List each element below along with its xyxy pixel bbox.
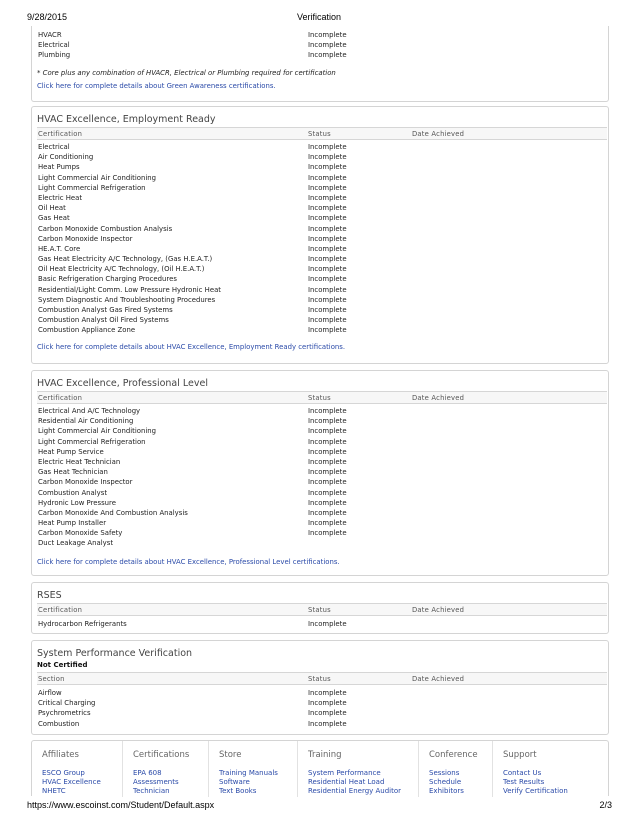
certification-status: Incomplete [308, 285, 347, 294]
table-row [37, 416, 607, 426]
table-header [37, 127, 607, 140]
table-row [37, 30, 607, 40]
table-row [37, 437, 607, 447]
green-awareness-panel [31, 26, 609, 102]
column-header: Section [38, 675, 65, 683]
spv-table [37, 672, 607, 729]
footer-column-certifications [122, 741, 208, 797]
certification-status: Incomplete [308, 508, 347, 517]
table-row [37, 173, 607, 183]
certification-status: Incomplete [308, 31, 347, 39]
table-row [37, 254, 607, 264]
table-row [37, 426, 607, 436]
column-header: Status [308, 394, 331, 402]
certification-name: Oil Heat [38, 204, 66, 213]
table-row [37, 477, 607, 487]
certification-name: Residential/Light Comm. Low Pressure Hydronic Heat [38, 285, 222, 294]
certification-status: Incomplete [308, 234, 347, 243]
column-header: Status [308, 675, 331, 683]
table-row [37, 274, 607, 284]
print-title: Verification [296, 12, 342, 22]
table-row [37, 224, 607, 234]
certification-name: Carbon Monoxide Inspector [38, 478, 133, 487]
footer-column-support [492, 741, 608, 797]
column-header: Date Achieved [412, 675, 465, 683]
certification-name: Electric Heat [38, 193, 83, 202]
footer-link[interactable]: ESCO Group [42, 769, 85, 777]
column-header: Certification [38, 606, 83, 614]
professional-level-title: HVAC Excellence, Professional Level [37, 378, 208, 389]
footer-column-store [208, 741, 297, 797]
certification-status: Incomplete [308, 306, 347, 314]
table-row [37, 193, 607, 203]
certification-status: Incomplete [308, 163, 347, 172]
professional-level-table [37, 391, 607, 549]
certification-status: Incomplete [308, 143, 347, 151]
table-row [37, 467, 607, 477]
footer-column-affiliates [32, 741, 122, 797]
table-row [37, 285, 607, 295]
table-row [37, 698, 607, 708]
table-row [37, 40, 607, 50]
table-row [37, 234, 607, 244]
table-row [37, 142, 607, 152]
certification-name: Duct Leakage Analyst [38, 539, 114, 548]
footer-link[interactable]: Residential Energy Auditor [308, 787, 402, 795]
table-row [37, 528, 607, 538]
footer-link[interactable]: Assessments [133, 778, 179, 786]
employment-ready-title: HVAC Excellence, Employment Ready [37, 114, 216, 125]
table-row [37, 203, 607, 213]
certification-name: Combustion Analyst [38, 488, 108, 497]
site-footer [31, 740, 609, 796]
table-header [37, 603, 607, 616]
certification-status: Incomplete [308, 457, 347, 466]
footer-column-conference [418, 741, 492, 797]
footer-column-title: Support [503, 750, 537, 760]
footer-link[interactable]: Text Books [219, 787, 257, 795]
footer-link[interactable]: Schedule [429, 778, 462, 786]
certification-status: Incomplete [308, 173, 347, 182]
certification-name: Light Commercial Refrigeration [38, 437, 146, 446]
certification-name: Oil Heat Electricity A/C Technology, (Oil H.E.A.T.) [38, 265, 205, 274]
table-row [37, 688, 607, 698]
footer-column-title: Affiliates [42, 750, 79, 760]
footer-column-title: Store [219, 750, 242, 760]
certification-status: Incomplete [308, 224, 347, 233]
employment-ready-details-link[interactable]: Click here for complete details about HVAC Excellence, Employment Ready certifications. [37, 342, 346, 351]
certification-name: Residential Air Conditioning [38, 417, 134, 426]
column-header: Status [308, 130, 331, 138]
certification-name: Carbon Monoxide And Combustion Analysis [38, 508, 188, 517]
certification-status: Incomplete [308, 244, 347, 253]
certification-status: Incomplete [308, 498, 347, 507]
table-row [37, 518, 607, 528]
certification-name: Combustion Appliance Zone [38, 326, 136, 335]
certification-name: Gas Heat Electricity A/C Technology, (Gas H.E.A.T.) [38, 255, 213, 264]
certification-name: Hydrocarbon Refrigerants [38, 620, 127, 628]
certification-status: Incomplete [308, 437, 347, 446]
certification-name: Combustion Analyst Oil Fired Systems [38, 316, 169, 325]
certification-status: Incomplete [308, 407, 347, 415]
footer-link[interactable]: EPA 608 [133, 769, 162, 777]
table-row [37, 264, 607, 274]
footer-link[interactable]: Technician [133, 787, 170, 795]
footer-column-title: Training [308, 750, 342, 760]
certification-status: Incomplete [308, 41, 347, 50]
certification-status: Incomplete [308, 689, 347, 697]
certification-name: Carbon Monoxide Safety [38, 529, 123, 538]
table-row [37, 719, 607, 729]
table-row [37, 213, 607, 223]
footer-link[interactable]: HVAC Excellence [42, 778, 101, 786]
footer-link[interactable]: Verify Certification [503, 787, 568, 795]
footer-link[interactable]: Training Manuals [219, 769, 278, 777]
certification-name: Combustion Analyst Gas Fired Systems [38, 306, 173, 314]
footer-column-training [297, 741, 418, 797]
certification-name: Plumbing [38, 51, 71, 60]
employment-ready-table [37, 127, 607, 336]
certification-status: Incomplete [308, 183, 347, 192]
certification-name: Gas Heat [38, 214, 70, 223]
certification-status: Incomplete [308, 719, 347, 728]
green-awareness-details-link[interactable]: Click here for complete details about Green Awareness certifications. [37, 81, 276, 90]
certification-status: Incomplete [308, 204, 347, 213]
certification-status: Incomplete [308, 468, 347, 477]
table-row [37, 708, 607, 718]
green-awareness-table [37, 26, 607, 61]
certification-status: Incomplete [308, 478, 347, 487]
certification-status: Incomplete [308, 709, 347, 718]
print-header [0, 12, 638, 26]
footer-link[interactable]: NHETC [42, 787, 66, 795]
certification-name: HVACR [38, 31, 62, 39]
certification-name: Combustion [38, 719, 80, 728]
column-header: Certification [38, 394, 83, 402]
certification-status: Incomplete [308, 620, 347, 628]
footer-link[interactable]: Test Results [503, 778, 545, 786]
rses-title: RSES [37, 590, 62, 601]
certification-status: Incomplete [308, 488, 347, 497]
professional-level-panel [31, 370, 609, 576]
footer-link[interactable]: Software [219, 778, 250, 786]
table-row [37, 295, 607, 305]
certification-name: Airflow [38, 689, 62, 697]
table-row [37, 508, 607, 518]
column-header: Date Achieved [412, 606, 465, 614]
certification-name: Heat Pump Service [38, 447, 104, 456]
certification-status: Incomplete [308, 255, 347, 264]
table-row [37, 315, 607, 325]
certification-name: Heat Pump Installer [38, 519, 107, 528]
certification-status: Incomplete [308, 326, 347, 335]
footer-column-title: Conference [429, 750, 478, 760]
certification-status: Incomplete [308, 699, 347, 708]
certification-name: Basic Refrigeration Charging Procedures [38, 275, 177, 284]
certification-name: Electrical And A/C Technology [38, 407, 141, 415]
certification-status: Incomplete [308, 529, 347, 538]
table-row [37, 162, 607, 172]
column-header: Certification [38, 130, 83, 138]
table-header [37, 672, 607, 685]
spv-panel [31, 640, 609, 735]
print-footer [0, 800, 638, 814]
certification-status: Incomplete [308, 153, 347, 162]
table-row [37, 244, 607, 254]
certification-name: Carbon Monoxide Combustion Analysis [38, 224, 173, 233]
column-header: Status [308, 606, 331, 614]
table-header [37, 391, 607, 404]
certification-status: Incomplete [308, 417, 347, 426]
spv-title: System Performance Verification [37, 648, 193, 659]
certification-name: Electrical [38, 143, 70, 151]
employment-ready-panel [31, 106, 609, 364]
certification-status: Incomplete [308, 193, 347, 202]
table-row [37, 50, 607, 60]
certification-name: Psychrometrics [38, 709, 91, 718]
professional-level-details-link[interactable]: Click here for complete details about HVAC Excellence, Professional Level certifications. [37, 557, 340, 566]
rses-panel [31, 582, 609, 634]
certification-status: Incomplete [308, 295, 347, 304]
print-date: 9/28/2015 [27, 12, 68, 22]
green-awareness-note: * Core plus any combination of HVACR, Electrical or Plumbing required for certification [37, 68, 336, 77]
footer-link[interactable]: Sessions [429, 769, 460, 777]
footer-link[interactable]: Residential Heat Load [308, 778, 385, 786]
certification-name: Electric Heat Technician [38, 457, 121, 466]
certification-name: Critical Charging [38, 699, 96, 708]
print-url: https://www.escoinst.com/Student/Default.aspx [27, 800, 215, 810]
table-row [37, 619, 607, 629]
footer-column-title: Certifications [133, 750, 190, 760]
table-row [37, 325, 607, 335]
certification-status: Incomplete [308, 427, 347, 436]
certification-name: Light Commercial Refrigeration [38, 183, 146, 192]
certification-name: Light Commercial Air Conditioning [38, 173, 156, 182]
certification-status: Incomplete [308, 447, 347, 456]
table-row [37, 152, 607, 162]
rses-table [37, 603, 607, 629]
spv-status-text: Not Certified [37, 661, 88, 669]
table-row [37, 447, 607, 457]
table-row [37, 488, 607, 498]
footer-link[interactable]: Contact Us [503, 769, 542, 777]
table-row [37, 406, 607, 416]
table-row [37, 538, 607, 548]
certification-name: HE.A.T. Core [38, 244, 81, 253]
table-row [37, 498, 607, 508]
print-page-number: 2/3 [599, 800, 612, 810]
certification-status: Incomplete [308, 214, 347, 223]
certification-status: Incomplete [308, 316, 347, 325]
certification-name: Electrical [38, 41, 70, 50]
certification-status: Incomplete [308, 265, 347, 274]
certification-name: Hydronic Low Pressure [38, 498, 116, 507]
table-row [37, 183, 607, 193]
certification-name: Air Conditioning [38, 153, 94, 162]
certification-status: Incomplete [308, 51, 347, 60]
certification-name: Light Commercial Air Conditioning [38, 427, 156, 436]
certification-status: Incomplete [308, 275, 347, 284]
table-row [37, 305, 607, 315]
certification-name: System Diagnostic And Troubleshooting Procedures [38, 295, 216, 304]
footer-link[interactable]: Exhibitors [429, 787, 464, 795]
table-row [37, 457, 607, 467]
certification-name: Heat Pumps [38, 163, 80, 172]
column-header: Date Achieved [412, 394, 465, 402]
certification-name: Carbon Monoxide Inspector [38, 234, 133, 243]
certification-status: Incomplete [308, 519, 347, 528]
column-header: Date Achieved [412, 130, 465, 138]
footer-link[interactable]: System Performance [308, 769, 381, 777]
certification-name: Gas Heat Technician [38, 468, 108, 477]
